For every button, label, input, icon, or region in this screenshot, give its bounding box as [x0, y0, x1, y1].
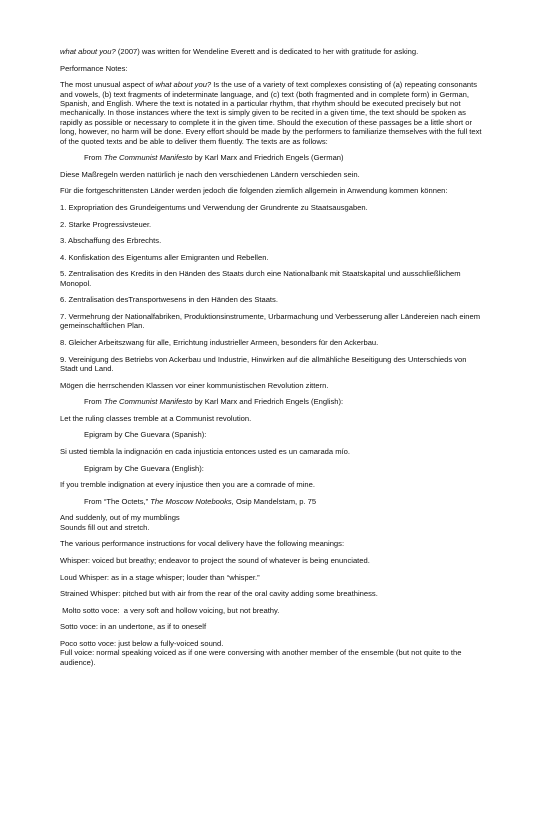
source-german-post: by Karl Marx and Friedrich Engels (German)	[192, 153, 344, 163]
instruction-poco-sotto-voce: Poco sotto voce: just below a fully-voiced sound.	[60, 638, 224, 648]
octets-line-1: And suddenly, out of my mumblings	[60, 513, 180, 523]
notes-text-post: Is the use of a variety of text complexes consisting of (a) repeating consonants and vowels, (b) text fragments of indeterminate language, and (c) text (both fragmented and in complete form) in German, Spanish, and English. Where the text is notated in a particular rhythm, that rhythm should be executed precisely but not mechanically. In those instances where the text is simply given to be recited in a given time, the text should be spoken as rapidly as possible or necessary to complete it in the given time. Should the execution of these passages be a little short or long, however, no harm will be done. Every effort should be made by the performers to familiarize themselves with the full text of the quoted texts and be able to deliver them fluently. The texts are as follows:	[60, 80, 482, 146]
notes-paragraph	[60, 80, 484, 146]
notes-heading: Performance Notes:	[60, 63, 128, 73]
epigram-spanish-heading: Epigram by Che Guevara (Spanish):	[84, 430, 207, 440]
notes-text-pre: The most unusual aspect of	[60, 80, 156, 90]
instructions-intro: The various performance instructions for vocal delivery have the following meanings:	[60, 539, 345, 549]
epigram-english: If you tremble indignation at every injustice then you are a comrade of mine.	[60, 480, 315, 490]
epigram-spanish: Si usted tiembla la indignación en cada injusticia entonces usted es un camarada mío.	[60, 446, 351, 456]
german-item-4: 4. Konfiskation des Eigentums aller Emigranten und Rebellen.	[60, 252, 269, 262]
german-item-6: 6. Zentralisation desTransportwesens in den Händen des Staats.	[60, 295, 278, 305]
german-item-3: 3. Abschaffung des Erbrechts.	[60, 236, 162, 246]
instruction-molto-sotto-voce: Molto sotto voce: a very soft and hollow voicing, but not breathy.	[60, 605, 280, 615]
epigram-english-heading: Epigram by Che Guevara (English):	[84, 463, 204, 473]
source-octets-pre: From “The Octets,”	[84, 496, 151, 506]
german-intro-2: Für die fortgeschrittensten Länder werden jedoch die folgenden ziemlich allgemein in Anwendung kommen können:	[60, 186, 448, 196]
notes-work-title: what about you?	[155, 80, 212, 90]
instruction-sotto-voce: Sotto voce: in an undertone, as if to oneself	[60, 622, 207, 632]
source-english-post: by Karl Marx and Friedrich Engels (English):	[192, 397, 344, 407]
source-german	[60, 153, 484, 162]
source-english	[60, 397, 484, 406]
german-intro-1: Diese Maßregeln werden natürlich je nach den verschiedenen Ländern verschieden sein.	[60, 169, 360, 179]
instruction-full-voice: Full voice: normal speaking voiced as if one were conversing with another member of the ensemble (but not quite to the audience).	[60, 648, 462, 667]
source-octets	[60, 497, 484, 506]
german-closing: Mögen die herrschenden Klassen vor einer kommunistischen Revolution zittern.	[60, 380, 329, 390]
instruction-strained-whisper: Strained Whisper: pitched but with air from the rear of the oral cavity adding some breathiness.	[60, 589, 378, 599]
instruction-loud-whisper: Loud Whisper: as in a stage whisper; louder than “whisper.”	[60, 572, 260, 582]
german-item-8: 8. Gleicher Arbeitszwang für alle, Errichtung industrieller Armeen, besonders für den Ackerbau.	[60, 337, 379, 347]
source-english-title: The Communist Manifesto	[103, 397, 193, 407]
intro-paragraph	[60, 47, 484, 56]
source-octets-post: Osip Mandelstam, p. 75	[233, 496, 317, 506]
german-item-1: 1. Expropriation des Grundeigentums und Verwendung der Grundrente zu Staatsausgaben.	[60, 203, 368, 212]
source-english-pre: From	[84, 397, 104, 407]
german-item-5: 5. Zentralisation des Kredits in den Händen des Staats durch eine Nationalbank mit Staatskapital und ausschließlichem Monopol.	[60, 269, 461, 288]
source-german-title: The Communist Manifesto	[103, 153, 193, 163]
german-item-7: 7. Vermehrung der Nationalfabriken, Produktionsinstrumente, Urbarmachung und Verbesserung aller Ländereien nach einem gemeinschaftlichen Plan.	[60, 311, 481, 331]
document-page	[60, 47, 484, 674]
german-item-9: 9. Vereinigung des Betriebs von Ackerbau und Industrie, Hinwirken auf die allmähliche Beseitigung des Unterschieds von Stadt und Land.	[60, 354, 467, 373]
work-title: what about you?	[60, 47, 116, 56]
instruction-whisper: Whisper: voiced but breathy; endeavor to project the sound of whatever is being enunciated.	[60, 555, 370, 565]
german-item-2: 2. Starke Progressivsteuer.	[60, 219, 152, 229]
octets-line-2: Sounds fill out and stretch.	[60, 522, 150, 532]
intro-text: (2007) was written for Wendeline Everett and is dedicated to her with gratitude for asking.	[115, 47, 419, 56]
source-german-pre: From	[84, 153, 104, 163]
source-octets-title: The Moscow Notebooks,	[150, 496, 234, 506]
english-line: Let the ruling classes tremble at a Communist revolution.	[60, 413, 252, 423]
